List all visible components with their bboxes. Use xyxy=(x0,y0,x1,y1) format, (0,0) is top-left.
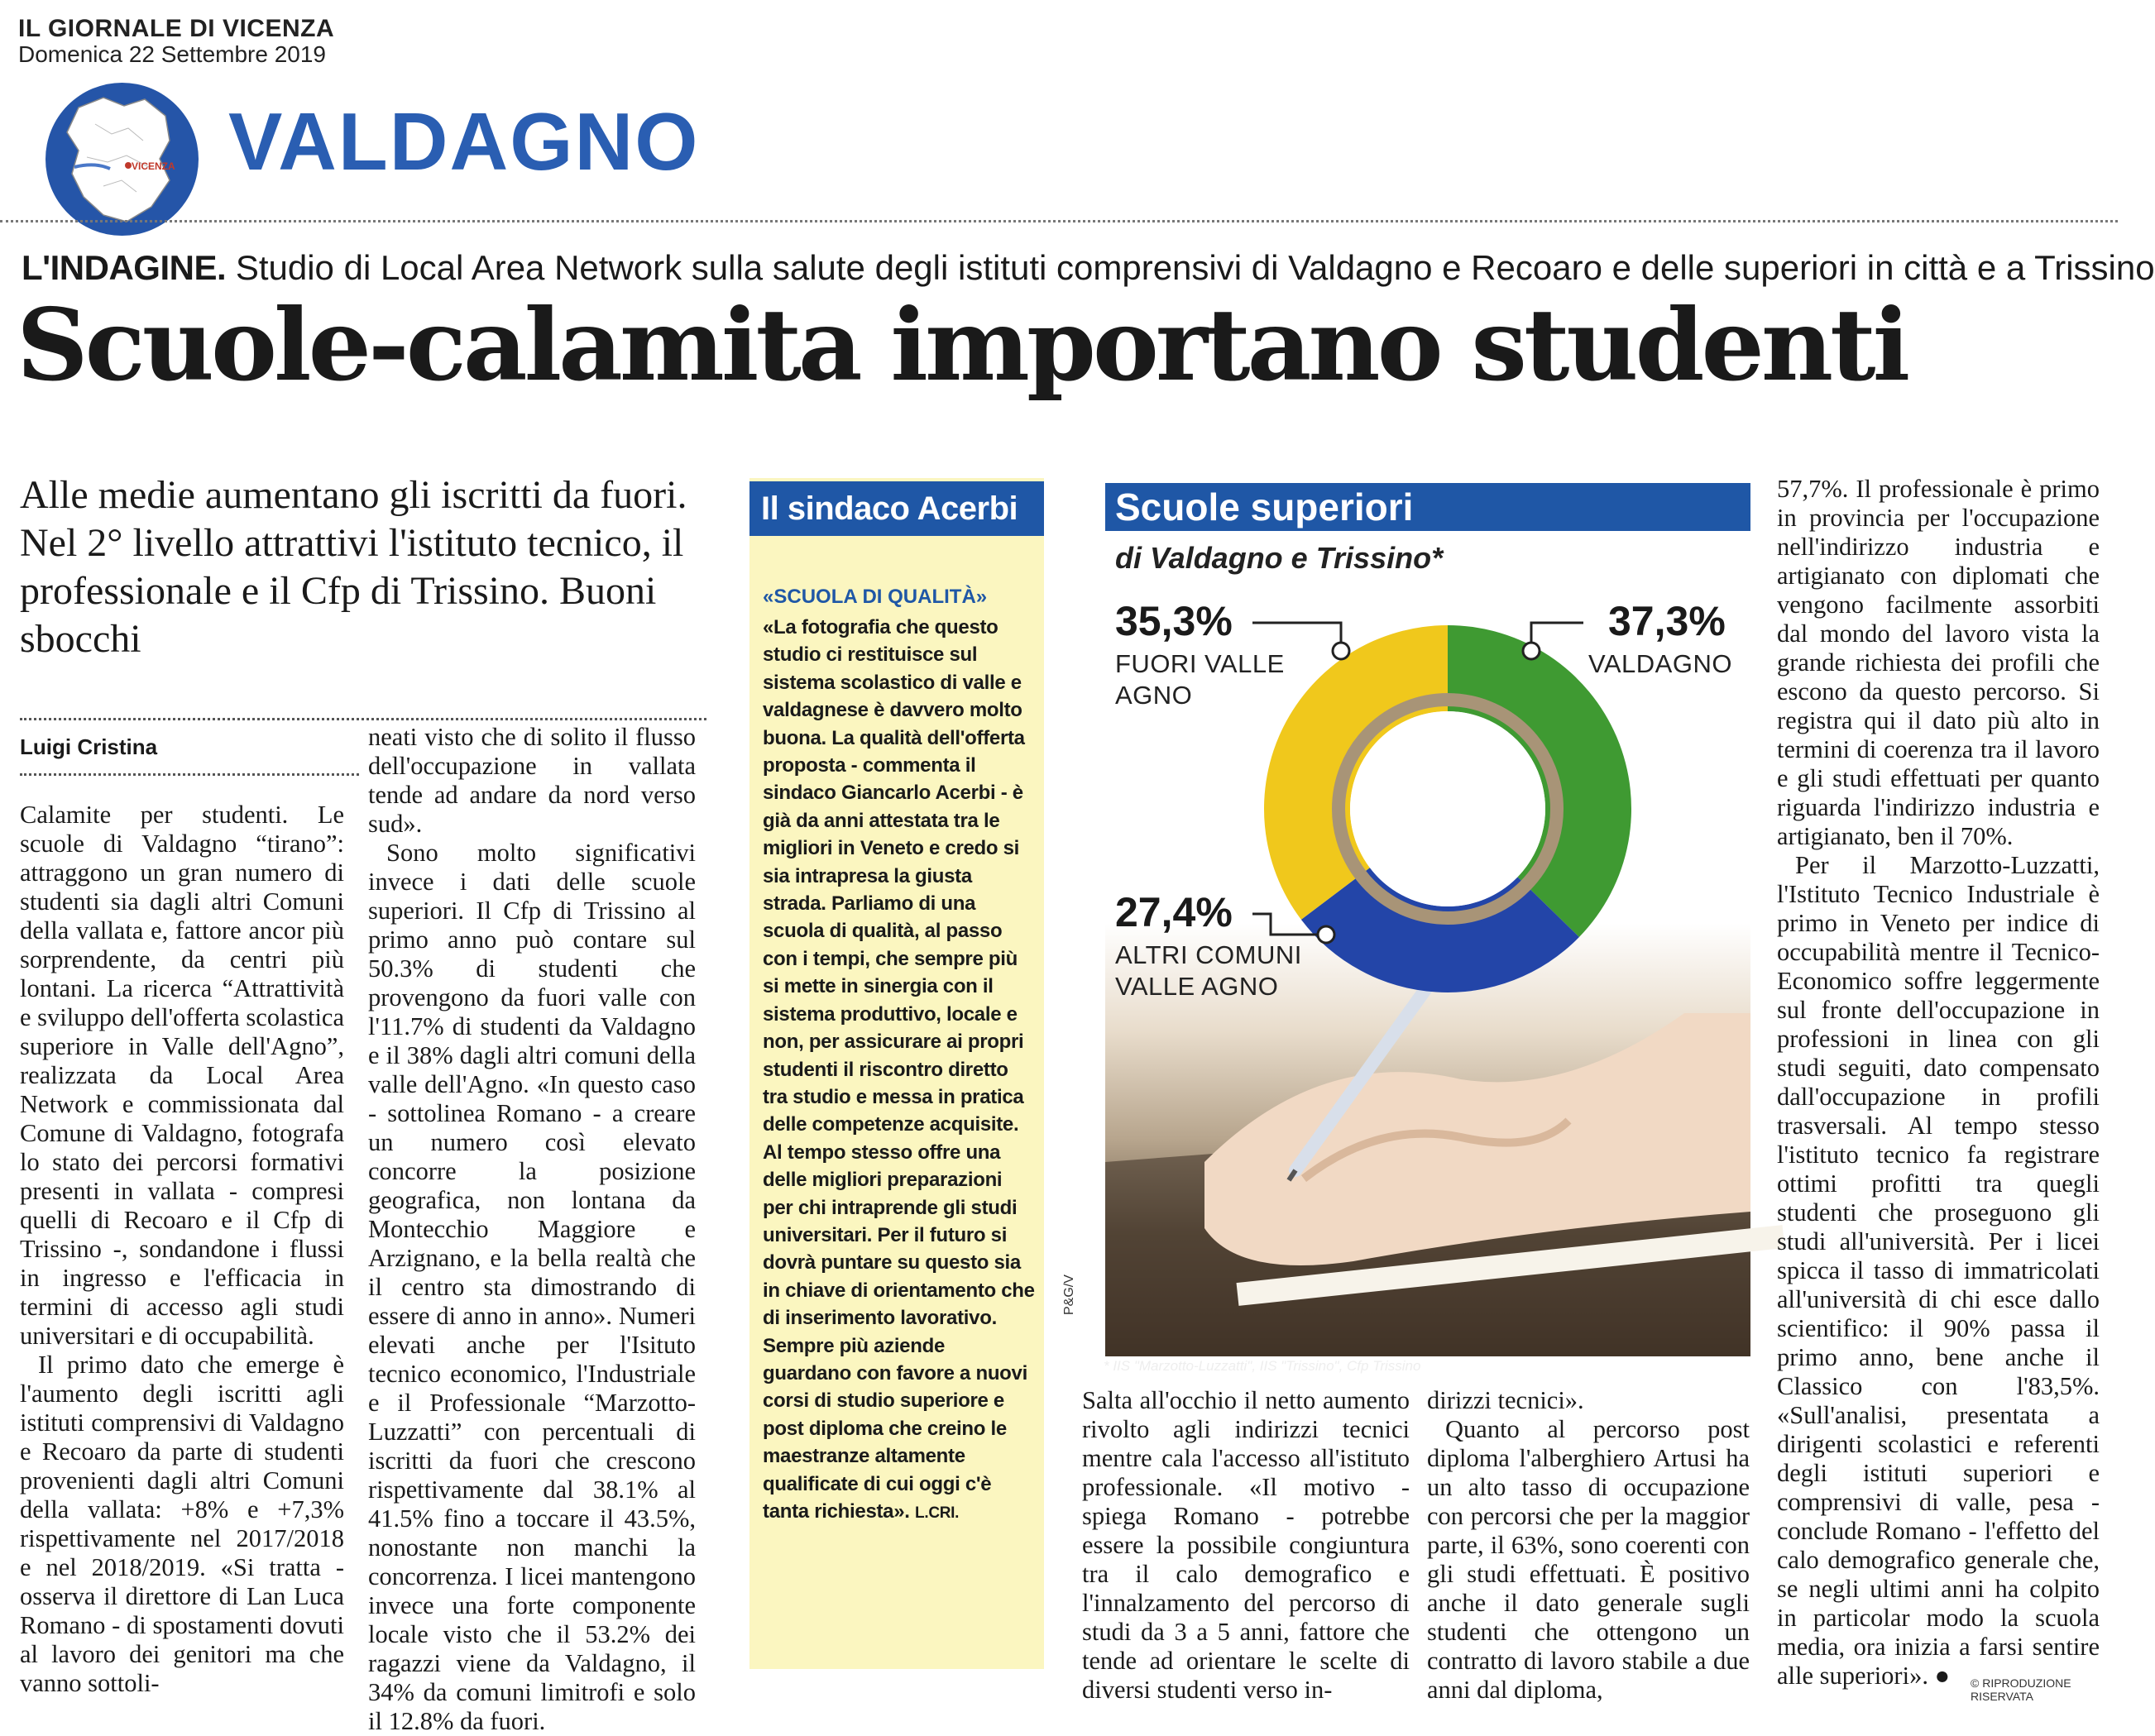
sidebar-signature: L.CRI. xyxy=(915,1504,960,1522)
map-city-label: VICENZA xyxy=(132,160,175,172)
paragraph: Salta all'occhio il netto aumento rivolto agli indirizzi tecnici mentre cala l'accesso all'istituto professionale. «Il motivo - spiega Romano - potrebbe essere la possibile congiuntura tra il calo demografico e l'innalzamento del percorso di studi da 3 a 5 anni, fattore che tende ad orientare le scelte di diversi studenti verso in- xyxy=(1082,1386,1410,1704)
paper-date: Domenica 22 Settembre 2019 xyxy=(18,41,326,67)
paragraph: 57,7%. Il professionale è primo in provincia per l'occupazione nell'indirizzo industria e artigianato con diplomati che vengono facilmente assorbiti dal mondo del lavoro vista la grande richiesta dei profili che escono da questo percorso. Si registra qui il dato più alto in termini di coerenza tra il lavoro e gli studi effettuati per quanto riguarda l'indirizzo industria e artigianato, ben il 70%. xyxy=(1777,475,2100,850)
paragraph: neati visto che di solito il flusso dell'occupazione in vallata tende ad andare da nord verso sud». xyxy=(368,723,696,838)
byline-divider xyxy=(20,773,359,776)
pct-valdagno: 37,3% xyxy=(1608,598,1726,644)
article-column-2 xyxy=(368,723,696,1735)
infographic-title: Scuole superiori xyxy=(1105,483,1750,531)
agency-credit: P&G/V xyxy=(1062,1275,1076,1315)
headline: Scuole-calamita importano studenti xyxy=(17,287,1908,404)
sidebar-title: Il sindaco Acerbi xyxy=(749,481,1044,536)
paragraph: dirizzi tecnici». xyxy=(1427,1386,1584,1414)
pct-fuori-valle: 35,3% xyxy=(1115,598,1233,644)
deck: Alle medie aumentano gli iscritti da fuori. Nel 2° livello attrattivi l'istituto tecnico, il professionale e il Cfp di Trissino. Buoni sbocchi xyxy=(20,473,687,661)
byline: Luigi Cristina xyxy=(20,734,158,759)
article-column-3 xyxy=(1082,1386,1410,1704)
map-shape xyxy=(45,83,199,236)
paper-name: IL GIORNALE DI VICENZA xyxy=(18,15,335,42)
section-title: VALDAGNO xyxy=(228,96,700,187)
copyright: © RIPRODUZIONE RISERVATA xyxy=(1971,1676,2071,1703)
sidebar-body xyxy=(763,614,1037,1664)
sidebar-quote: «La fotografia che questo studio ci restituisce sul sistema scolastico di valle e valdagnese è davvero molto buona. La qualità dell'offerta proposta - commenta il sindaco Giancarlo Acerbi - è già da anni attestata tra le migliori in Veneto e credo si sia intrapresa la giusta strada. Parliamo di una scuola di qualità, al passo con i tempi, che sempre più si mette in sinergia con il sistema produttivo, locale e non, per assicurare ai propri studenti il riscontro diretto tra studio e messa in pratica delle competenze acquisite. Al tempo stesso offre una delle migliori preparazioni per chi intraprende gli studi universitari. Per il futuro si dovrà puntare su questo sia in chiave di orientamento che di inserimento lavorativo. Sempre più aziende guardano con favore a nuovi corsi di studio superiore e post diploma che creino le maestranze altamente qualificate di cui oggi c'è tanta richiesta». xyxy=(763,616,1035,1523)
paragraph: Sono molto significativi invece i dati delle scuole superiori. Il Cfp di Trissino al primo anno può contare sul 50.3% di studenti che provengono da fuori valle con l'11.7% di studenti da Valdagno e il 38% dagli altri comuni della valle dell'Agno. «In questo caso - sottolinea Romano - a creare un numero così elevato concorre la posizione geografica, non lontana da Montecchio Maggiore e Arzignano, e la bella realtà che il centro sta dimostrando di essere di anno in anno». Numeri elevati anche per l'Isituto tecnico economico, l'Industriale e il Professionale “Marzotto-Luzzatti” con percentuali di iscritti da fuori che crescono rispettivamente dal 38.1% al 41.5% fino a toccare il 43.5%, nonostante non manchi la concorrenza. I licei mantengono invece una forte componente locale visto che il 53.2% dei ragazzi viene da Valdagno, il 34% da comuni limitrofi e solo il 12.8% da fuori. xyxy=(368,839,696,1735)
article-column-1 xyxy=(20,801,344,1697)
photo-footnote: * IIS "Marzotto-Luzzatti", IIS "Trissino", Cfp Trissino xyxy=(1104,1358,1421,1374)
leader-line-fuori xyxy=(1252,623,1341,649)
paragraph: Calamite per studenti. Le scuole di Valdagno “tirano”: attraggono un gran numero di studenti sia dagli altri Comuni della vallata e, fattore ancor più sorprendente, da centri più lontani. La ricerca “Attrattività e sviluppo dell'offerta scolastica superiore in Valle dell'Agno”, realizzata da Local Area Network e commissionata dal Comune di Valdagno, fotografa lo stato dei percorsi formativi presenti in vallata - compresi quelli di Recoaro e il Cfp di Trissino -, sondandone i flussi in ingresso e l'efficacia in termini di accesso agli studi universitari e di occupabilità. xyxy=(20,801,344,1350)
pct-altri-comuni: 27,4% xyxy=(1115,889,1233,935)
article-column-4 xyxy=(1427,1386,1750,1704)
leader-line-valdagno xyxy=(1531,623,1583,649)
paragraph: Il primo dato che emerge è l'aumento degli iscritti agli istituti comprensivi di Valdagno e Recoaro da parte di studenti provenienti dagli altri Comuni della vallata: +8% e +7,3% rispettivamente nel 2017/2018 e nel 2018/2019. «Si tratta - osserva il direttore di Lan Luca Romano - di spostamenti dovuti al lavoro dei genitori ma che vanno sottoli- xyxy=(20,1351,344,1697)
label-altri-comuni: ALTRI COMUNI VALLE AGNO xyxy=(1115,940,1302,1001)
paragraph: Quanto al percorso post diploma l'alberghiero Artusi ha un alto tasso di occupazione con percorsi che per la maggior parte, il 63%, sono coerenti con gli studi effettuati. È positivo anche il dato generale sugli studenti che ottengono un contratto di lavoro stabile a due anni dal diploma, xyxy=(1427,1415,1750,1704)
leader-line-altri xyxy=(1252,914,1324,935)
leader-lines xyxy=(1105,583,1750,997)
label-fuori-valle: FUORI VALLE AGNO xyxy=(1115,649,1285,710)
kicker-label: L'INDAGINE. xyxy=(22,248,227,287)
label-valdagno: VALDAGNO xyxy=(1588,649,1732,678)
infographic-subtitle: di Valdagno e Trissino* xyxy=(1115,541,1444,575)
deck-divider xyxy=(20,718,706,720)
sidebar-kicker: «SCUOLA DI QUALITÀ» xyxy=(763,586,988,608)
kicker-text: Studio di Local Area Network sulla salute degli istituti comprensivi di Valdagno e Recoaro e delle superiori in città e a Trissino xyxy=(226,248,2155,287)
top-divider xyxy=(0,220,2118,222)
kicker xyxy=(22,248,2155,288)
masthead xyxy=(18,15,334,68)
paragraph: Per il Marzotto-Luzzatti, l'Istituto Tecnico Industriale è primo in Veneto per indice di occupabilità mentre il Tecnico-Economico soffre leggermente sul fronte dell'occupazione in professioni in linea con gli studi seguiti, dato compensato dall'occupazione in profili trasversali. Al tempo stesso l'istituto tecnico fa registrare ottimi profitti tra quegli studenti che proseguono gli studi all'università. Per i licei spicca il tasso di immatricolati all'università di chi esce dallo scientifico: il 90% passa il primo anno, bene anche il Classico con l'83,5%. «Sull'analisi, presentata a dirigenti scolastici e referenti degli istituti superiori e comprensivi di valle, pesa - conclude Romano - l'effetto del calo demografico generale che, se negli ultimi anni ha colpito in particolar modo la scuola media, ora inizia a farsi sentire alle superiori». ● xyxy=(1777,851,2100,1690)
province-map-icon xyxy=(45,83,199,236)
